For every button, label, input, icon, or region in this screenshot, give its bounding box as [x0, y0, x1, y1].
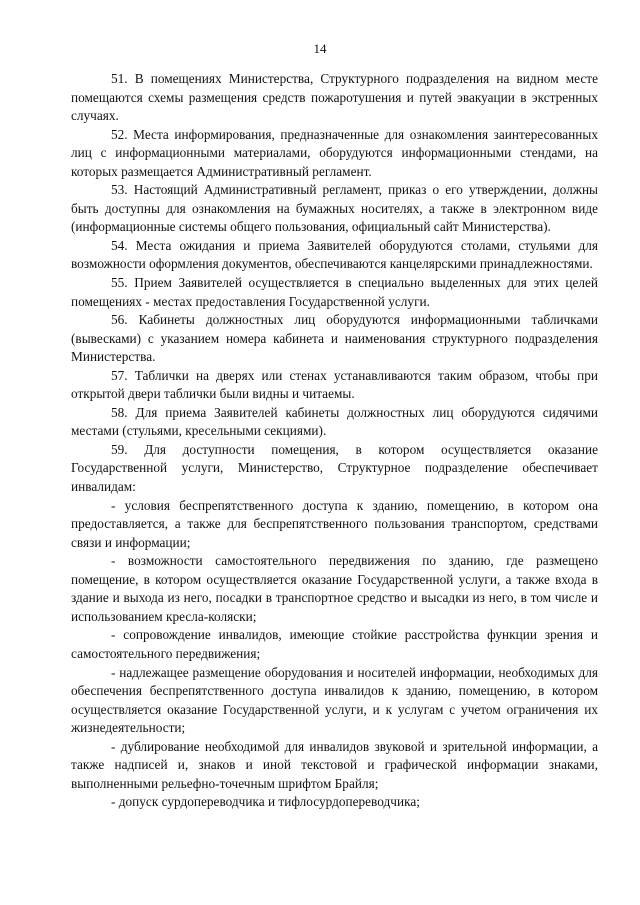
paragraph-58: 58. Для приема Заявителей кабинеты должностных лиц оборудуются сидячими местами (стульями, кресельными секциями).	[71, 404, 598, 439]
list-item-equipment-placement: - надлежащее размещение оборудования и носителей информации, необходимых для обеспечения беспрепятственного доступа инвалидов к зданию, помещению, в котором осуществляется оказание Государственной услуги, и к услугам с учетом ограничения их жизнедеятельности;	[71, 664, 598, 736]
paragraph-54: 54. Места ожидания и приема Заявителей оборудуются столами, стульями для возможности оформления документов, обеспечиваются канцелярскими принадлежностями.	[71, 237, 598, 272]
paragraph-52: 52. Места информирования, предназначенные для ознакомления заинтересованных лиц с информационными материалами, оборудуются информационными стендами, на которых размещается Административный регламент.	[71, 126, 598, 179]
page-number: 14	[313, 41, 327, 56]
list-item-interpreter-admission: - допуск сурдопереводчика и тифлосурдопереводчика;	[111, 794, 420, 810]
paragraph-56: 56. Кабинеты должностных лиц оборудуются информационными табличками (вывесками) с указанием номера кабинета и наименования структурного подразделения Министерства.	[71, 312, 598, 365]
paragraph-57: 57. Таблички на дверях или стенах устанавливаются таким образом, чтобы при открытой двери таблички были видны и читаемы.	[71, 367, 598, 402]
paragraph-51: 51. В помещениях Министерства, Структурного подразделения на видном месте помещаются схемы размещения средств пожаротушения и путей эвакуации в экстренных случаях.	[71, 71, 598, 124]
list-item-escort: - сопровождение инвалидов, имеющие стойкие расстройства функции зрения и самостоятельного передвижения;	[71, 627, 598, 661]
paragraph-59: 59. Для доступности помещения, в котором осуществляется оказание Государственной услуги, Министерство, Структурное подразделение обеспечивает инвалидам:	[71, 441, 598, 495]
list-item-independent-movement: - возможности самостоятельного передвижения по зданию, где размещено помещение, в котором осуществляется оказание Государственной услуги, а также входа в здание и выхода из него, посадки в транспортное средство и высадки из него, в том числе и использованием кресла-коляски;	[71, 553, 598, 624]
list-item-information-duplication: - дублирование необходимой для инвалидов звуковой и зрительной информации, а также надписей и, знаков и иной текстовой и графической информации знаками, выполненными рельефно-точечным шрифтом Брайля;	[71, 738, 598, 791]
paragraph-55: 55. Прием Заявителей осуществляется в специально выделенных для этих целей помещениях - местах предоставления Государственной услуги.	[71, 275, 598, 309]
paragraph-53: 53. Настоящий Административный регламент, приказ о его утверждении, должны быть доступны для ознакомления на бумажных носителях, а также в электронном виде (информационные системы общего пользования, официальный сайт Министерства).	[71, 182, 598, 235]
list-item-access-conditions: - условия беспрепятственного доступа к зданию, помещению, в котором она предоставляется, а также для беспрепятственного пользования транспортом, средствами связи и информации;	[71, 497, 598, 550]
document-body	[71, 70, 598, 812]
